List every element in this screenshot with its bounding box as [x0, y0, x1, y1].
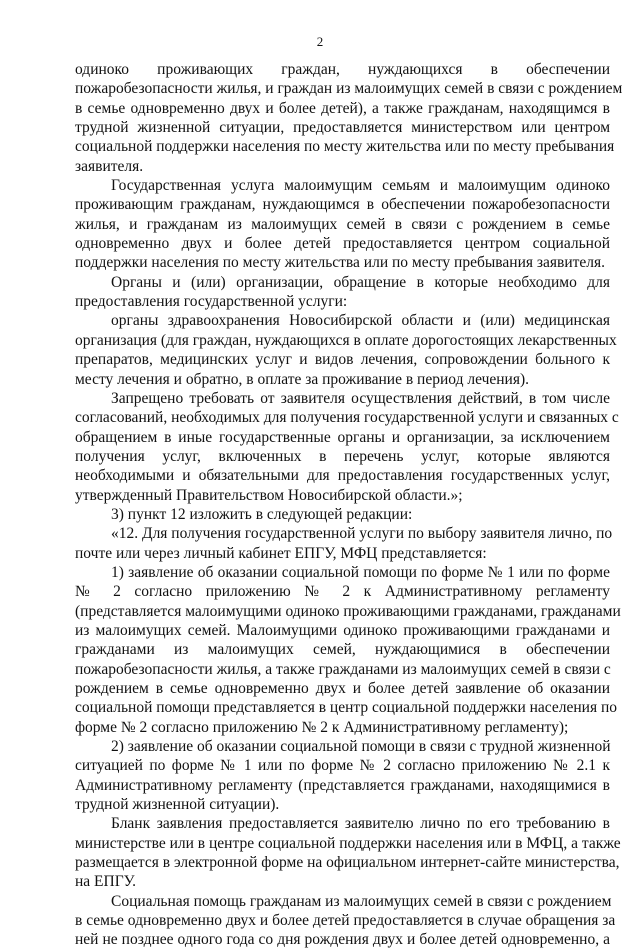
- text-line: трудной жизненной ситуации).: [75, 796, 280, 814]
- text-line: Запрещено требовать от заявителя осуществления действий, в том числе: [111, 389, 610, 407]
- text-line: предоставления государственной услуги:: [75, 293, 348, 311]
- text-line: ситуацией по форме № 1 или по форме № 2 согласно приложению № 2.1 к: [75, 757, 610, 775]
- text-line: согласований, необходимых для получения государственной услуги и связанных с: [75, 409, 619, 427]
- paragraph: [75, 737, 610, 814]
- text-line: рождением в семье одновременно двух и более детей заявление об оказании: [75, 680, 610, 697]
- paragraph: [75, 563, 621, 737]
- text-line: 2) заявление об оказании социальной помощи в связи с трудной жизненной: [111, 738, 611, 756]
- paragraph: [75, 814, 621, 891]
- text-line: гражданами из малоимущих семей, нуждающимися в обеспечении: [75, 641, 610, 659]
- paragraph: [75, 524, 613, 563]
- text-line: необходимыми и обязательными для предоставления государственных услуг,: [75, 467, 610, 485]
- text-line: № 2 согласно приложению № 2 к Административному регламенту: [75, 583, 610, 601]
- text-line: ней не позднее одного года со дня рождения двух и более детей одновременно, а: [75, 931, 610, 949]
- paragraph: [75, 389, 619, 505]
- paragraph: [75, 273, 610, 312]
- text-line: пожаробезопасности жилья, а также гражданами из малоимущих семей в связи с: [75, 660, 611, 678]
- page-number: 2: [316, 34, 324, 49]
- text-line: размещается в электронной форме на официальном интернет-сайте министерства,: [75, 854, 620, 872]
- text-line: месту лечения и обратно, в оплате за проживание в период лечения).: [75, 370, 529, 388]
- text-line: «12. Для получения государственной услуги по выбору заявителя лично, по: [111, 525, 613, 543]
- text-line: проживающим гражданам, нуждающимся в обеспечении пожаробезопасности: [75, 196, 610, 214]
- text-line: жилья, и гражданам из малоимущих семей в связи с рождением в семье: [75, 215, 610, 233]
- paragraph: [75, 505, 610, 524]
- text-line: Органы и (или) организации, обращение в которые необходимо для: [111, 273, 610, 291]
- text-line: в семье одновременно двух и более детей предоставляется в случае обращения за: [75, 912, 616, 930]
- text-line: обращением в иные государственные органы и организации, за исключением: [75, 428, 610, 446]
- text-line: Административному регламенту (представляется гражданами, находящимися в: [75, 776, 610, 794]
- text-line: из малоимущих семей. Малоимущими одиноко проживающими гражданами и: [75, 621, 610, 639]
- text-line: пожаробезопасности жилья, и граждан из малоимущих семей в связи с рождением: [75, 80, 623, 98]
- text-line: трудной жизненной ситуации, предоставляется министерством или центром: [75, 119, 610, 137]
- text-line: на ЕПГУ.: [75, 873, 136, 891]
- text-line: одновременно двух и более детей предоставляется центром социальной: [75, 235, 610, 253]
- text-line: форме № 2 согласно приложению № 2 к Административному регламенту);: [75, 718, 569, 736]
- text-line: Государственная услуга малоимущим семьям и малоимущим одиноко: [111, 177, 610, 195]
- text-line: 3) пункт 12 изложить в следующей редакции:: [111, 505, 413, 523]
- text-line: заявителя.: [75, 157, 144, 175]
- text-line: препаратов, медицинских услуг и видов лечения, сопровождении больного к: [75, 351, 610, 369]
- text-line: министерстве или в центре социальной поддержки населения или в МФЦ, а также: [75, 834, 621, 852]
- paragraph: [75, 176, 610, 273]
- text-line: почте или через личный кабинет ЕПГУ, МФЦ представляется:: [75, 544, 487, 562]
- text-line: в семье одновременно двух и более детей), а также гражданам, находящимся в: [75, 99, 610, 117]
- text-line: получения услуг, включенных в перечень услуг, которые являются: [75, 447, 610, 465]
- text-line: поддержки населения по месту жительства или по месту пребывания заявителя.: [75, 254, 606, 272]
- paragraph: [75, 311, 617, 388]
- text-line: Бланк заявления предоставляется заявителю лично по его требованию в: [111, 815, 610, 833]
- text-line: 1) заявление об оказании социальной помощи по форме № 1 или по форме: [111, 563, 610, 581]
- text-line: (представляется малоимущими одиноко проживающими гражданами, гражданами: [75, 602, 621, 620]
- text-line: социальной помощи представляется в центр социальной поддержки населения по: [75, 699, 617, 717]
- paragraph: [75, 60, 623, 176]
- text-line: Социальная помощь гражданам из малоимущих семей в связи с рождением: [111, 892, 612, 910]
- text-line: организация (для граждан, нуждающихся в оплате дорогостоящих лекарственных: [75, 331, 617, 349]
- text-line: одиноко проживающих граждан, нуждающихся в обеспечении: [75, 61, 610, 78]
- document-body: [75, 60, 623, 950]
- paragraph: [75, 892, 616, 950]
- text-line: органы здравоохранения Новосибирской области и (или) медицинская: [111, 312, 610, 330]
- text-line: утвержденный Правительством Новосибирской области.»;: [75, 486, 463, 504]
- text-line: социальной поддержки населения по месту жительства или по месту пребывания: [75, 138, 615, 156]
